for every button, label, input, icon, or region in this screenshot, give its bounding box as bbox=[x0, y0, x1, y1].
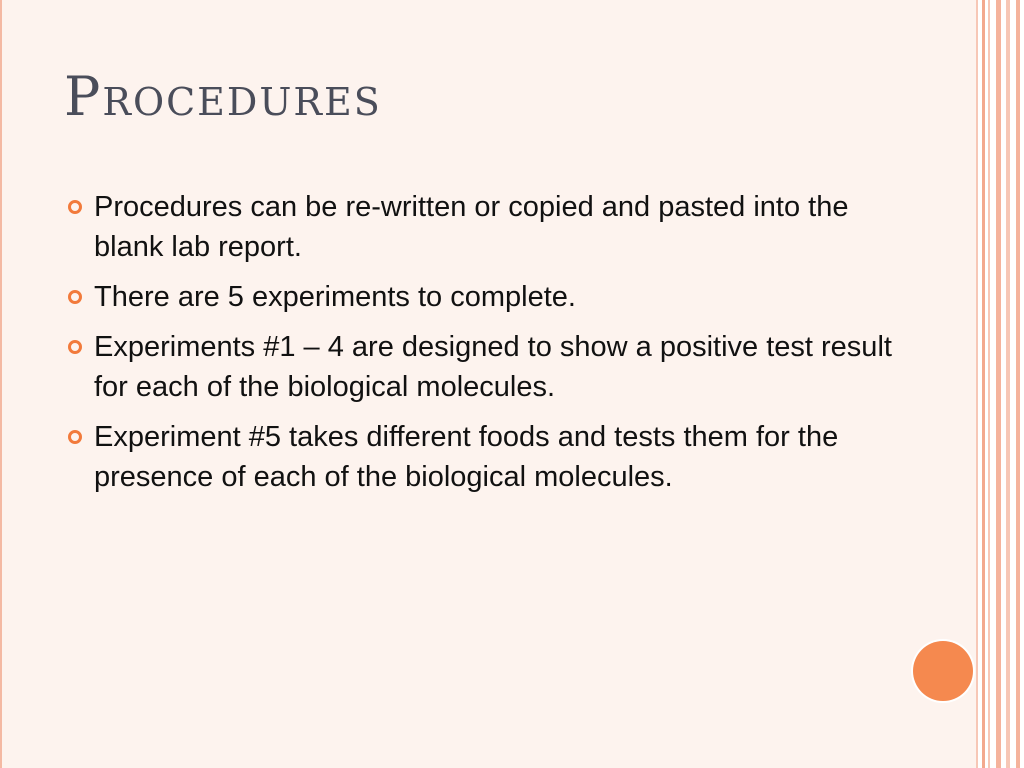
bullet-list bbox=[64, 187, 894, 507]
bullet-text: Experiments #1 – 4 are designed to show a positive test result for each of the biological molecules. bbox=[94, 331, 892, 403]
bullet-item bbox=[64, 187, 894, 267]
decorative-stripe bbox=[1016, 0, 1020, 768]
bullet-item bbox=[64, 327, 894, 407]
ring-bullet-icon bbox=[68, 430, 82, 444]
ring-bullet-icon bbox=[68, 340, 82, 354]
bullet-text: Procedures can be re-written or copied and pasted into the blank lab report. bbox=[94, 191, 849, 263]
decorative-stripe bbox=[982, 0, 985, 768]
slide-title: Procedures bbox=[64, 65, 382, 128]
decorative-stripe bbox=[988, 0, 990, 768]
orange-circle-icon bbox=[913, 641, 973, 701]
bullet-text: There are 5 experiments to complete. bbox=[94, 281, 576, 313]
bullet-item bbox=[64, 277, 894, 317]
ring-bullet-icon bbox=[68, 200, 82, 214]
decorative-stripe bbox=[1006, 0, 1010, 768]
ring-bullet-icon bbox=[68, 290, 82, 304]
bullet-text: Experiment #5 takes different foods and tests them for the presence of each of the biological molecules. bbox=[94, 421, 839, 493]
decorative-stripe bbox=[996, 0, 1001, 768]
decorative-stripe bbox=[976, 0, 978, 768]
bullet-item bbox=[64, 417, 894, 497]
